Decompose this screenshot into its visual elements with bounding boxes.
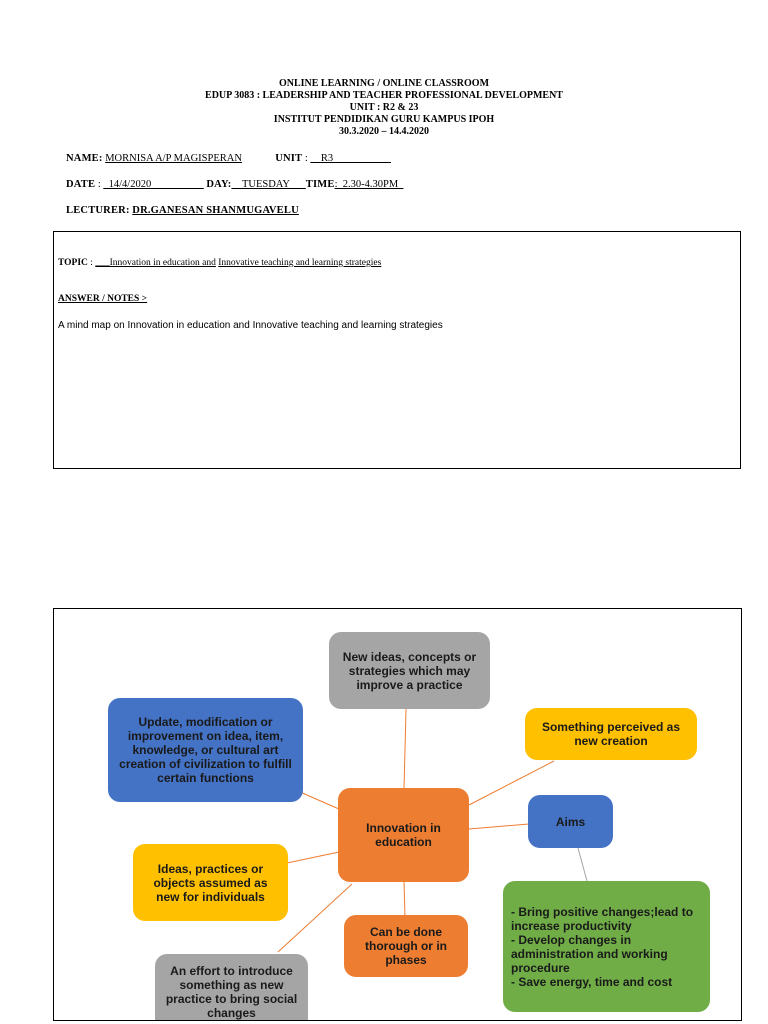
time-label: TIME — [305, 179, 335, 190]
lecturer-value: DR.GANESAN SHANMUGAVELU — [132, 205, 299, 216]
header-line-2: EDUP 3083 : LEADERSHIP AND TEACHER PROFESSIONAL DEVELOPMENT — [205, 90, 563, 101]
connector-aims-points — [578, 848, 587, 881]
name-unit-row — [66, 153, 391, 164]
node-aims-points — [503, 881, 710, 1012]
node-effort-social-change: An effort to introduce something as new practice to bring social changes — [155, 954, 308, 1021]
mind-map-description: A mind map on Innovation in education and Innovative teaching and learning strategies — [58, 320, 443, 331]
unit-label: UNIT — [275, 153, 303, 164]
node-new-ideas: New ideas, concepts or strategies which may improve a practice — [329, 632, 490, 709]
aims-point-1: - Bring positive changes;lead to increase productivity — [511, 904, 694, 933]
lecturer-row — [66, 205, 299, 216]
date-sep: : — [97, 179, 101, 190]
document-header — [0, 78, 768, 138]
time-value: :_2.30-4.30PM_ — [334, 179, 404, 190]
topic-label: TOPIC — [58, 258, 88, 268]
topic-sep: : — [90, 258, 93, 268]
header-line-4: INSTITUT PENDIDIKAN GURU KAMPUS IPOH — [273, 114, 495, 125]
date-value: _14/4/2020__________ — [103, 179, 204, 190]
topic-value-b: Innovative teaching and learning strategies — [218, 258, 382, 268]
name-label: NAME: — [66, 153, 103, 164]
aims-point-2: - Develop changes in administration and working procedure — [511, 932, 668, 975]
header-line-1: ONLINE LEARNING / ONLINE CLASSROOM — [278, 78, 490, 89]
node-innovation-in-education: Innovation in education — [338, 788, 469, 882]
node-perceived-new-creation: Something perceived as new creation — [525, 708, 697, 760]
node-update-modification: Update, modification or improvement on idea, item, knowledge, or cultural art creation of civilization to fulfill certain functions — [108, 698, 303, 802]
mind-map — [53, 608, 742, 1021]
date-day-time-row — [66, 179, 403, 190]
connector-bottom — [404, 881, 405, 917]
connector-lower-left — [278, 884, 352, 952]
topic-value-a: ___Innovation in education and — [95, 258, 216, 268]
name-value: MORNISA A/P MAGISPERAN — [105, 153, 242, 164]
node-done-in-phases: Can be done thorough or in phases — [344, 915, 468, 977]
day-value: __TUESDAY___ — [231, 179, 306, 190]
connector-mid-left — [287, 852, 339, 863]
topic-line — [58, 258, 381, 268]
header-line-5: 30.3.2020 – 14.4.2020 — [339, 126, 429, 137]
node-aims: Aims — [528, 795, 613, 848]
aims-point-3: - Save energy, time and cost — [511, 974, 673, 989]
header-line-3: UNIT : R2 & 23 — [349, 102, 419, 113]
connector-aims — [469, 824, 529, 829]
lecturer-label: LECTURER: — [66, 205, 130, 216]
unit-value: __R3___________ — [310, 153, 391, 164]
unit-sep: : — [304, 153, 308, 164]
node-ideas-practices-objects: Ideas, practices or objects assumed as new for individuals — [133, 844, 288, 921]
date-label: DATE — [66, 179, 96, 190]
answer-notes-label: ANSWER / NOTES > — [58, 294, 148, 304]
day-label: DAY: — [206, 179, 232, 190]
connector-upper-left — [300, 792, 339, 809]
topic-box — [53, 231, 741, 469]
connector-top — [404, 709, 406, 789]
